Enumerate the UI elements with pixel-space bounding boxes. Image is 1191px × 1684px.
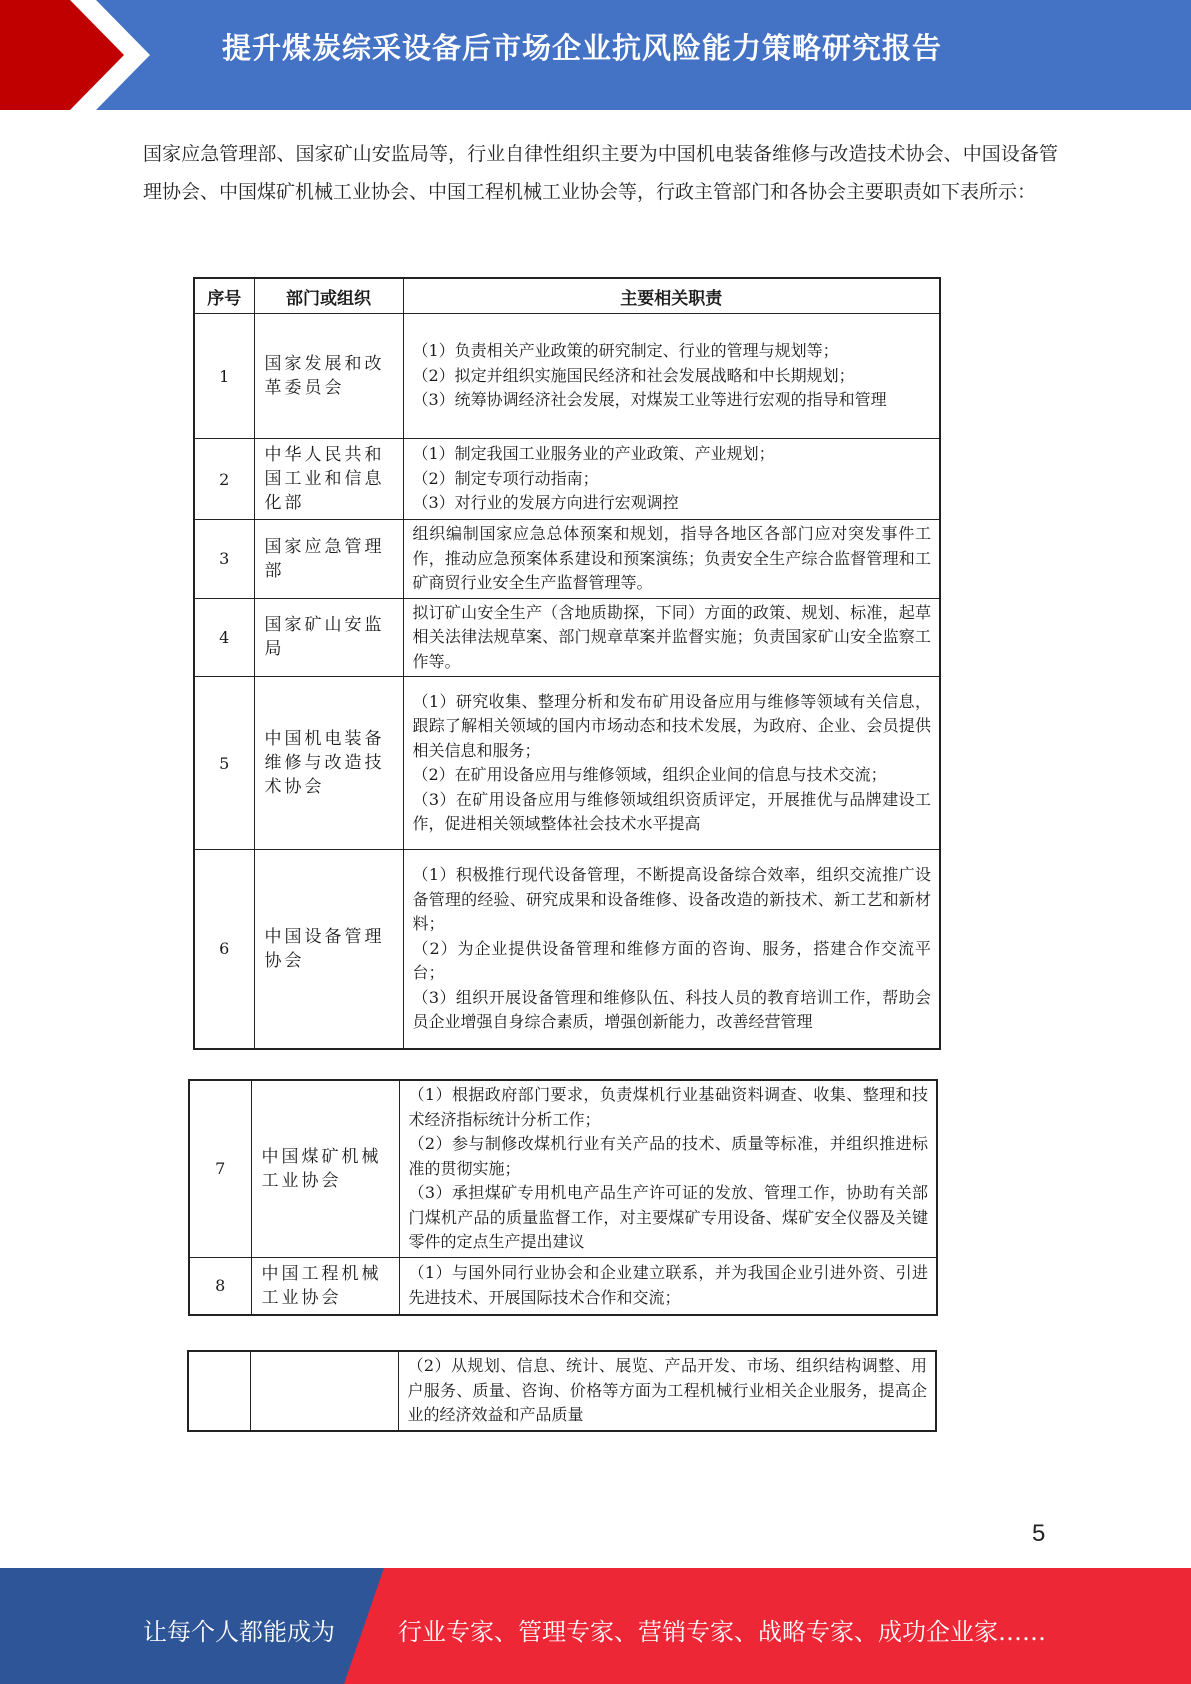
table-row — [189, 1257, 937, 1315]
row-number: 2 — [194, 439, 254, 520]
row-number: 8 — [189, 1257, 251, 1315]
footer-slogan-left: 让每个人都能成为 — [143, 1618, 335, 1646]
row-duties — [403, 439, 940, 520]
row-duties — [399, 1257, 937, 1315]
header-num: 序号 — [194, 278, 254, 314]
row-duties — [398, 1351, 936, 1431]
responsibilities-table-continued — [188, 1079, 938, 1316]
duty-item: （1）根据政府部门要求，负责煤机行业基础资料调查、收集、整理和技术经济指标统计分析工作； — [408, 1085, 928, 1129]
row-organization: 中国设备管理协会 — [254, 850, 403, 1049]
table-row — [194, 314, 940, 439]
duty-item: （2）拟定并组织实施国民经济和社会发展战略和中长期规划； — [412, 365, 855, 385]
responsibilities-table-continued-2 — [187, 1350, 937, 1432]
row-organization: 国家发展和改革委员会 — [254, 314, 403, 439]
row-organization — [250, 1351, 398, 1431]
row-organization: 中国机电装备维修与改造技术协会 — [254, 677, 403, 850]
row-number: 3 — [194, 520, 254, 599]
table-row — [194, 850, 940, 1049]
report-title: 提升煤炭综采设备后市场企业抗风险能力策略研究报告 — [222, 31, 943, 65]
table-row — [188, 1351, 936, 1431]
header-red-chevron — [0, 0, 150, 110]
table-row — [189, 1080, 937, 1257]
intro-paragraph: 国家应急管理部、国家矿山安监局等，行业自律性组织主要为中国机电装备维修与改造技术协会、中国设备管理协会、中国煤矿机械工业协会、中国工程机械工业协会等，行政主管部门和各协会主要职责如下表所示： — [143, 143, 1058, 203]
table-header-row — [194, 278, 940, 314]
row-number: 5 — [194, 677, 254, 850]
duty-item: （3）承担煤矿专用机电产品生产许可证的发放、管理工作，协助有关部门煤机产品的质量监督工作，对主要煤矿专用设备、煤矿安全仪器及关键零件的定点生产提出建议 — [408, 1183, 928, 1251]
row-number: 6 — [194, 850, 254, 1049]
row-duties — [403, 677, 940, 850]
duty-item: （3）统筹协调经济社会发展，对煤炭工业等进行宏观的指导和管理 — [412, 390, 887, 410]
responsibilities-table — [193, 277, 941, 1050]
row-organization: 中国工程机械工业协会 — [251, 1257, 399, 1315]
duty-item: （2）在矿用设备应用与维修领域，组织企业间的信息与技术交流； — [412, 765, 887, 784]
page-number: 5 — [1032, 1520, 1046, 1547]
row-duties — [403, 598, 940, 677]
duty-item: （2）制定专项行动指南； — [412, 468, 599, 488]
duty-item: （1）制定我国工业服务业的产业政策、产业规划； — [412, 444, 775, 464]
row-duties — [399, 1080, 937, 1257]
table-row — [194, 439, 940, 520]
header-org: 部门或组织 — [254, 278, 403, 314]
row-number: 7 — [189, 1080, 251, 1257]
footer-slogan-right: 行业专家、管理专家、营销专家、战略专家、成功企业家…… — [398, 1618, 1046, 1646]
row-number: 4 — [194, 598, 254, 677]
row-number: 1 — [194, 314, 254, 439]
table-row — [194, 520, 940, 599]
row-organization: 国家应急管理部 — [254, 520, 403, 599]
duty-item: （1）与国外同行业协会和企业建立联系，并为我国企业引进外资、引进先进技术、开展国际技术合作和交流； — [408, 1263, 928, 1307]
duty-item: （2）从规划、信息、统计、展览、产品开发、市场、组织结构调整、用户服务、质量、咨询、价格等方面为工程机械行业相关企业服务，提高企业的经济效益和产品质量 — [407, 1356, 927, 1424]
duty-item: （2）为企业提供设备管理和维修方面的咨询、服务，搭建合作交流平台； — [412, 938, 931, 982]
row-duties — [403, 850, 940, 1049]
table-row — [194, 677, 940, 850]
duty-item: （3）在矿用设备应用与维修领域组织资质评定，开展推优与品牌建设工作，促进相关领域整体社会技术水平提高 — [412, 789, 931, 833]
duty-item: （2）参与制修改煤机行业有关产品的技术、质量等标准，并组织推进标准的贯彻实施； — [408, 1134, 928, 1178]
row-organization: 中国煤矿机械工业协会 — [251, 1080, 399, 1257]
duty-item: （3）组织开展设备管理和维修队伍、科技人员的教育培训工作，帮助会员企业增强自身综合素质，增强创新能力，改善经营管理 — [412, 987, 931, 1031]
row-number — [188, 1351, 250, 1431]
duty-item: 拟订矿山安全生产（含地质勘探，下同）方面的政策、规划、标准，起草相关法律法规草案、部门规章草案并监督实施；负责国家矿山安全监察工作等。 — [412, 602, 931, 671]
row-duties — [403, 314, 940, 439]
duty-item: 组织编制国家应急总体预案和规划，指导各地区各部门应对突发事件工作，推动应急预案体系建设和预案演练；负责安全生产综合监督管理和工矿商贸行业安全生产监督管理等。 — [412, 524, 931, 592]
duty-item: （3）对行业的发展方向进行宏观调控 — [412, 493, 679, 513]
duty-item: （1）负责相关产业政策的研究制定、行业的管理与规划等； — [412, 341, 839, 361]
row-organization: 国家矿山安监局 — [254, 598, 403, 677]
table-row — [194, 598, 940, 677]
duty-item: （1）积极推行现代设备管理，不断提高设备综合效率，组织交流推广设备管理的经验、研究成果和设备维修、设备改造的新技术、新工艺和新材料； — [412, 865, 931, 933]
header-duties: 主要相关职责 — [403, 278, 940, 314]
row-organization: 中华人民共和国工业和信息化部 — [254, 439, 403, 520]
duty-item: （1）研究收集、整理分析和发布矿用设备应用与维修等领域有关信息，跟踪了解相关领域的国内市场动态和技术发展，为政府、企业、会员提供相关信息和服务； — [412, 691, 931, 760]
header-banner — [0, 0, 1191, 110]
row-duties — [403, 520, 940, 599]
